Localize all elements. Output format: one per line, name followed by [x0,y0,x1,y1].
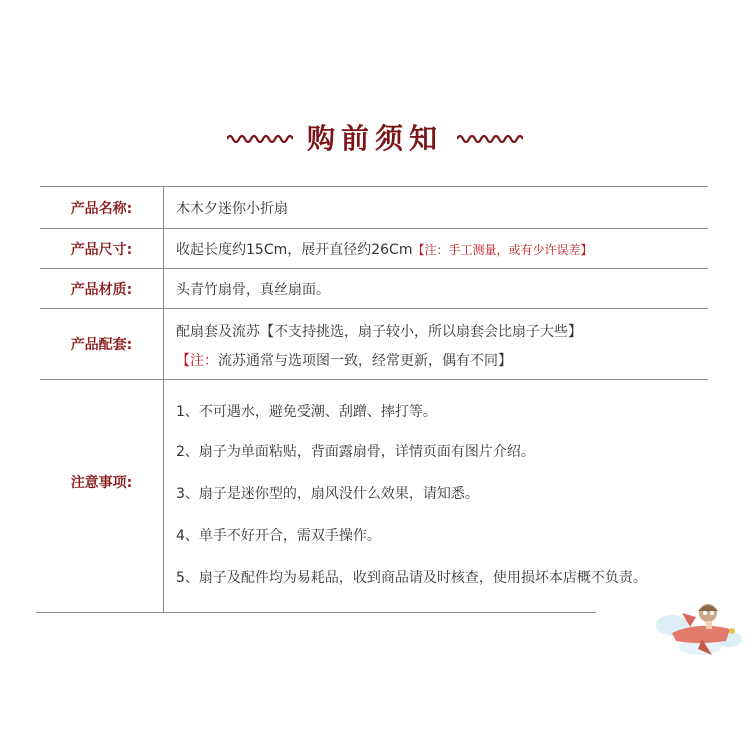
row-label: 产品配套: [70,337,133,353]
row-value-note [176,350,512,370]
row-value: 木木夕迷你小折扇 [176,201,288,217]
table-row-name [40,186,708,228]
table-row-material [40,268,708,308]
row-label: 产品材质: [70,282,133,298]
notice-item: 3、扇子是迷你型的，扇风没什么效果，请知悉。 [176,486,479,502]
page-title: 购前须知 [306,122,443,155]
size-text: 收起长度约15Cm，展开直径约26Cm [176,242,413,258]
row-label: 注意事项: [70,475,133,491]
row-label: 产品尺寸: [70,242,133,258]
notice-item: 1、不可遇水，避免受潮、刮蹭、摔打等。 [176,404,437,420]
row-label: 产品名称: [70,201,133,217]
wave-decoration-left-icon [227,131,293,143]
wave-decoration-right-icon [457,131,523,143]
note-text: 流苏通常与选项图一致，经常更新，偶有不同】 [218,353,512,369]
notice-item: 2、扇子为单面粘贴，背面露扇骨，详情页面有图片介绍。 [176,444,535,460]
table-bottom-border [36,612,596,613]
table-row-size [40,228,708,268]
table-row-notices [40,379,708,612]
notice-item: 5、扇子及配件均为易耗品，收到商品请及时核查，使用损坏本店概不负责。 [176,570,647,586]
title-area [0,112,750,162]
table-row-accessories [40,308,708,379]
note-prefix: 【注： [176,353,218,369]
row-value: 头青竹扇骨，真丝扇面。 [176,282,330,298]
row-value: 配扇套及流苏【不支持挑选，扇子较小，所以扇套会比扇子大些】 [176,324,582,340]
measure-note: 【注：手工测量，或有少许误差】 [412,243,593,257]
notice-item: 4、单手不好开合，需双手操作。 [176,528,381,544]
row-value [176,239,592,259]
cartoon-airplane-icon [652,583,744,667]
